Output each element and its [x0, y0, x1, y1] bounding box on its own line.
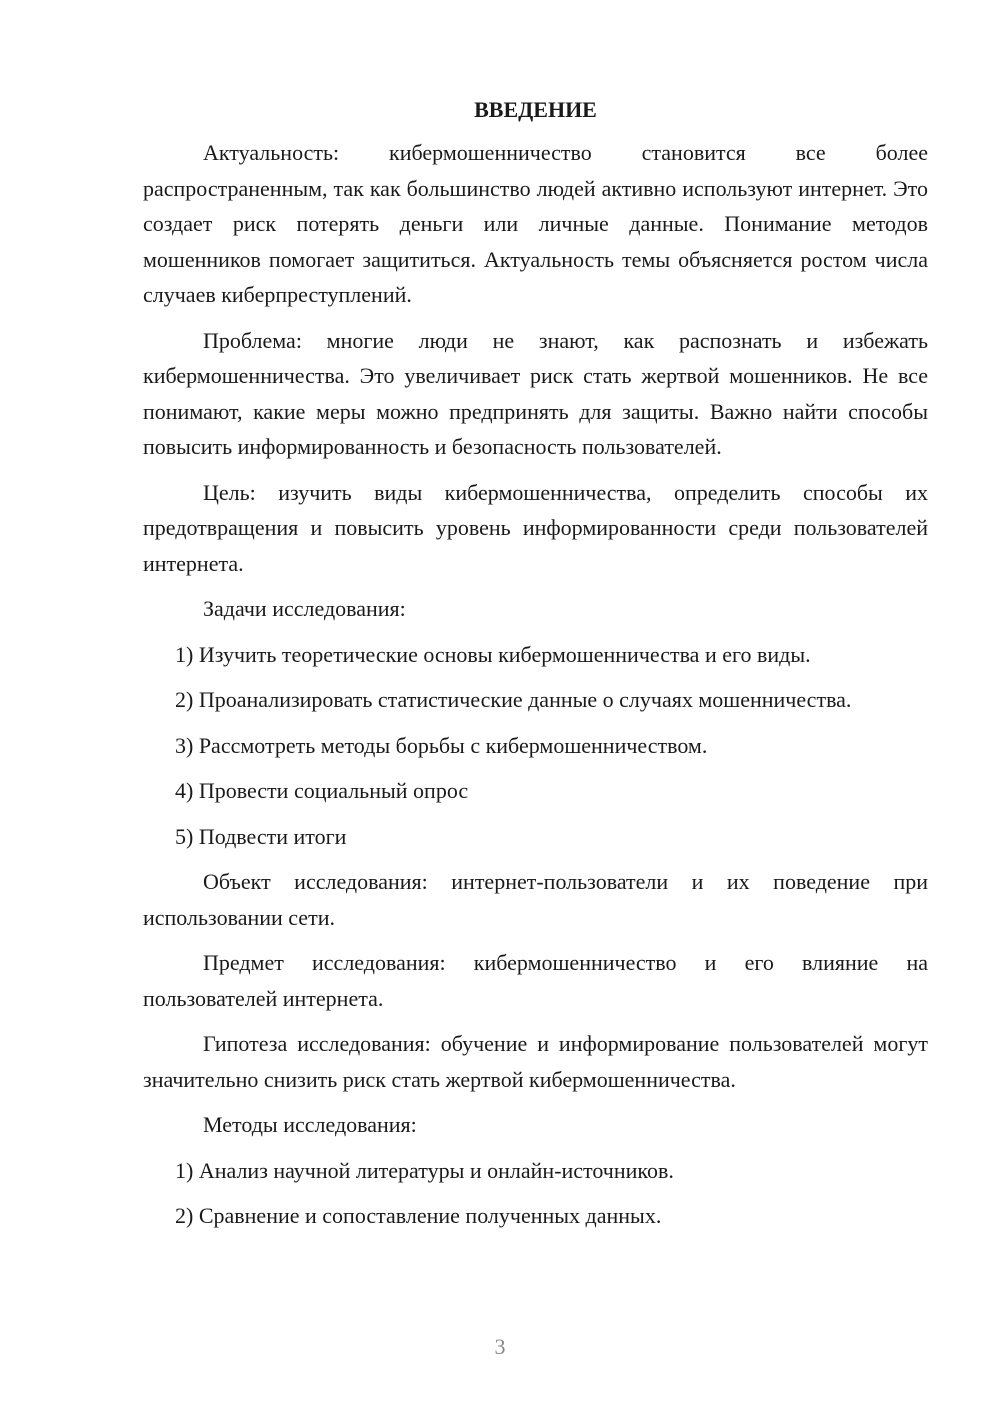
- task-item: 1) Изучить теоретические основы кибермошенничества и его виды.: [175, 641, 811, 667]
- document-page: [143, 92, 928, 1244]
- paragraph-hypothesis: Гипотеза исследования: обучение и информирование пользователей могут значительно снизить риск стать жертвой кибермошенничества.: [143, 1031, 928, 1092]
- section-title: ВВЕДЕНИЕ: [474, 97, 597, 122]
- method-item: 2) Сравнение и сопоставление полученных данных.: [175, 1203, 662, 1228]
- method-item: 1) Анализ научной литературы и онлайн-источников.: [175, 1157, 674, 1183]
- paragraph-subject: Предмет исследования: кибермошенничество и его влияние на пользователей интернета.: [143, 950, 928, 1011]
- page-number: 3: [494, 1334, 506, 1359]
- tasks-heading: Задачи исследования:: [203, 596, 406, 621]
- paragraph-object: Объект исследования: интернет-пользователи и их поведение при использовании сети.: [143, 869, 928, 930]
- paragraph-goal: Цель: изучить виды кибермошенничества, определить способы их предотвращения и повысить уровень информированности среди пользователей интернета.: [143, 479, 928, 576]
- task-item: 5) Подвести итоги: [175, 823, 347, 849]
- task-item: 2) Проанализировать статистические данные о случаях мошенничества.: [175, 687, 852, 712]
- paragraph-problem: Проблема: многие люди не знают, как распознать и избежать кибермошенничества. Это увеличивает риск стать жертвой мошенников. Не все понимают, какие меры можно предпринять для защиты. Важно найти способы повысить информированность и безопасность пользователей.: [143, 327, 928, 459]
- paragraph-relevance: Актуальность: кибермошенничество становится все более распространенным, так как большинство людей активно используют интернет. Это создает риск потерять деньги или личные данные. Понимание методов мошенников помогает защититься. Актуальность темы объясняется ростом числа случаев киберпреступлений.: [143, 140, 928, 307]
- task-item: 3) Рассмотреть методы борьбы с кибермошенничеством.: [175, 732, 708, 758]
- task-item: 4) Провести социальный опрос: [175, 778, 469, 803]
- methods-heading: Методы исследования:: [203, 1112, 417, 1137]
